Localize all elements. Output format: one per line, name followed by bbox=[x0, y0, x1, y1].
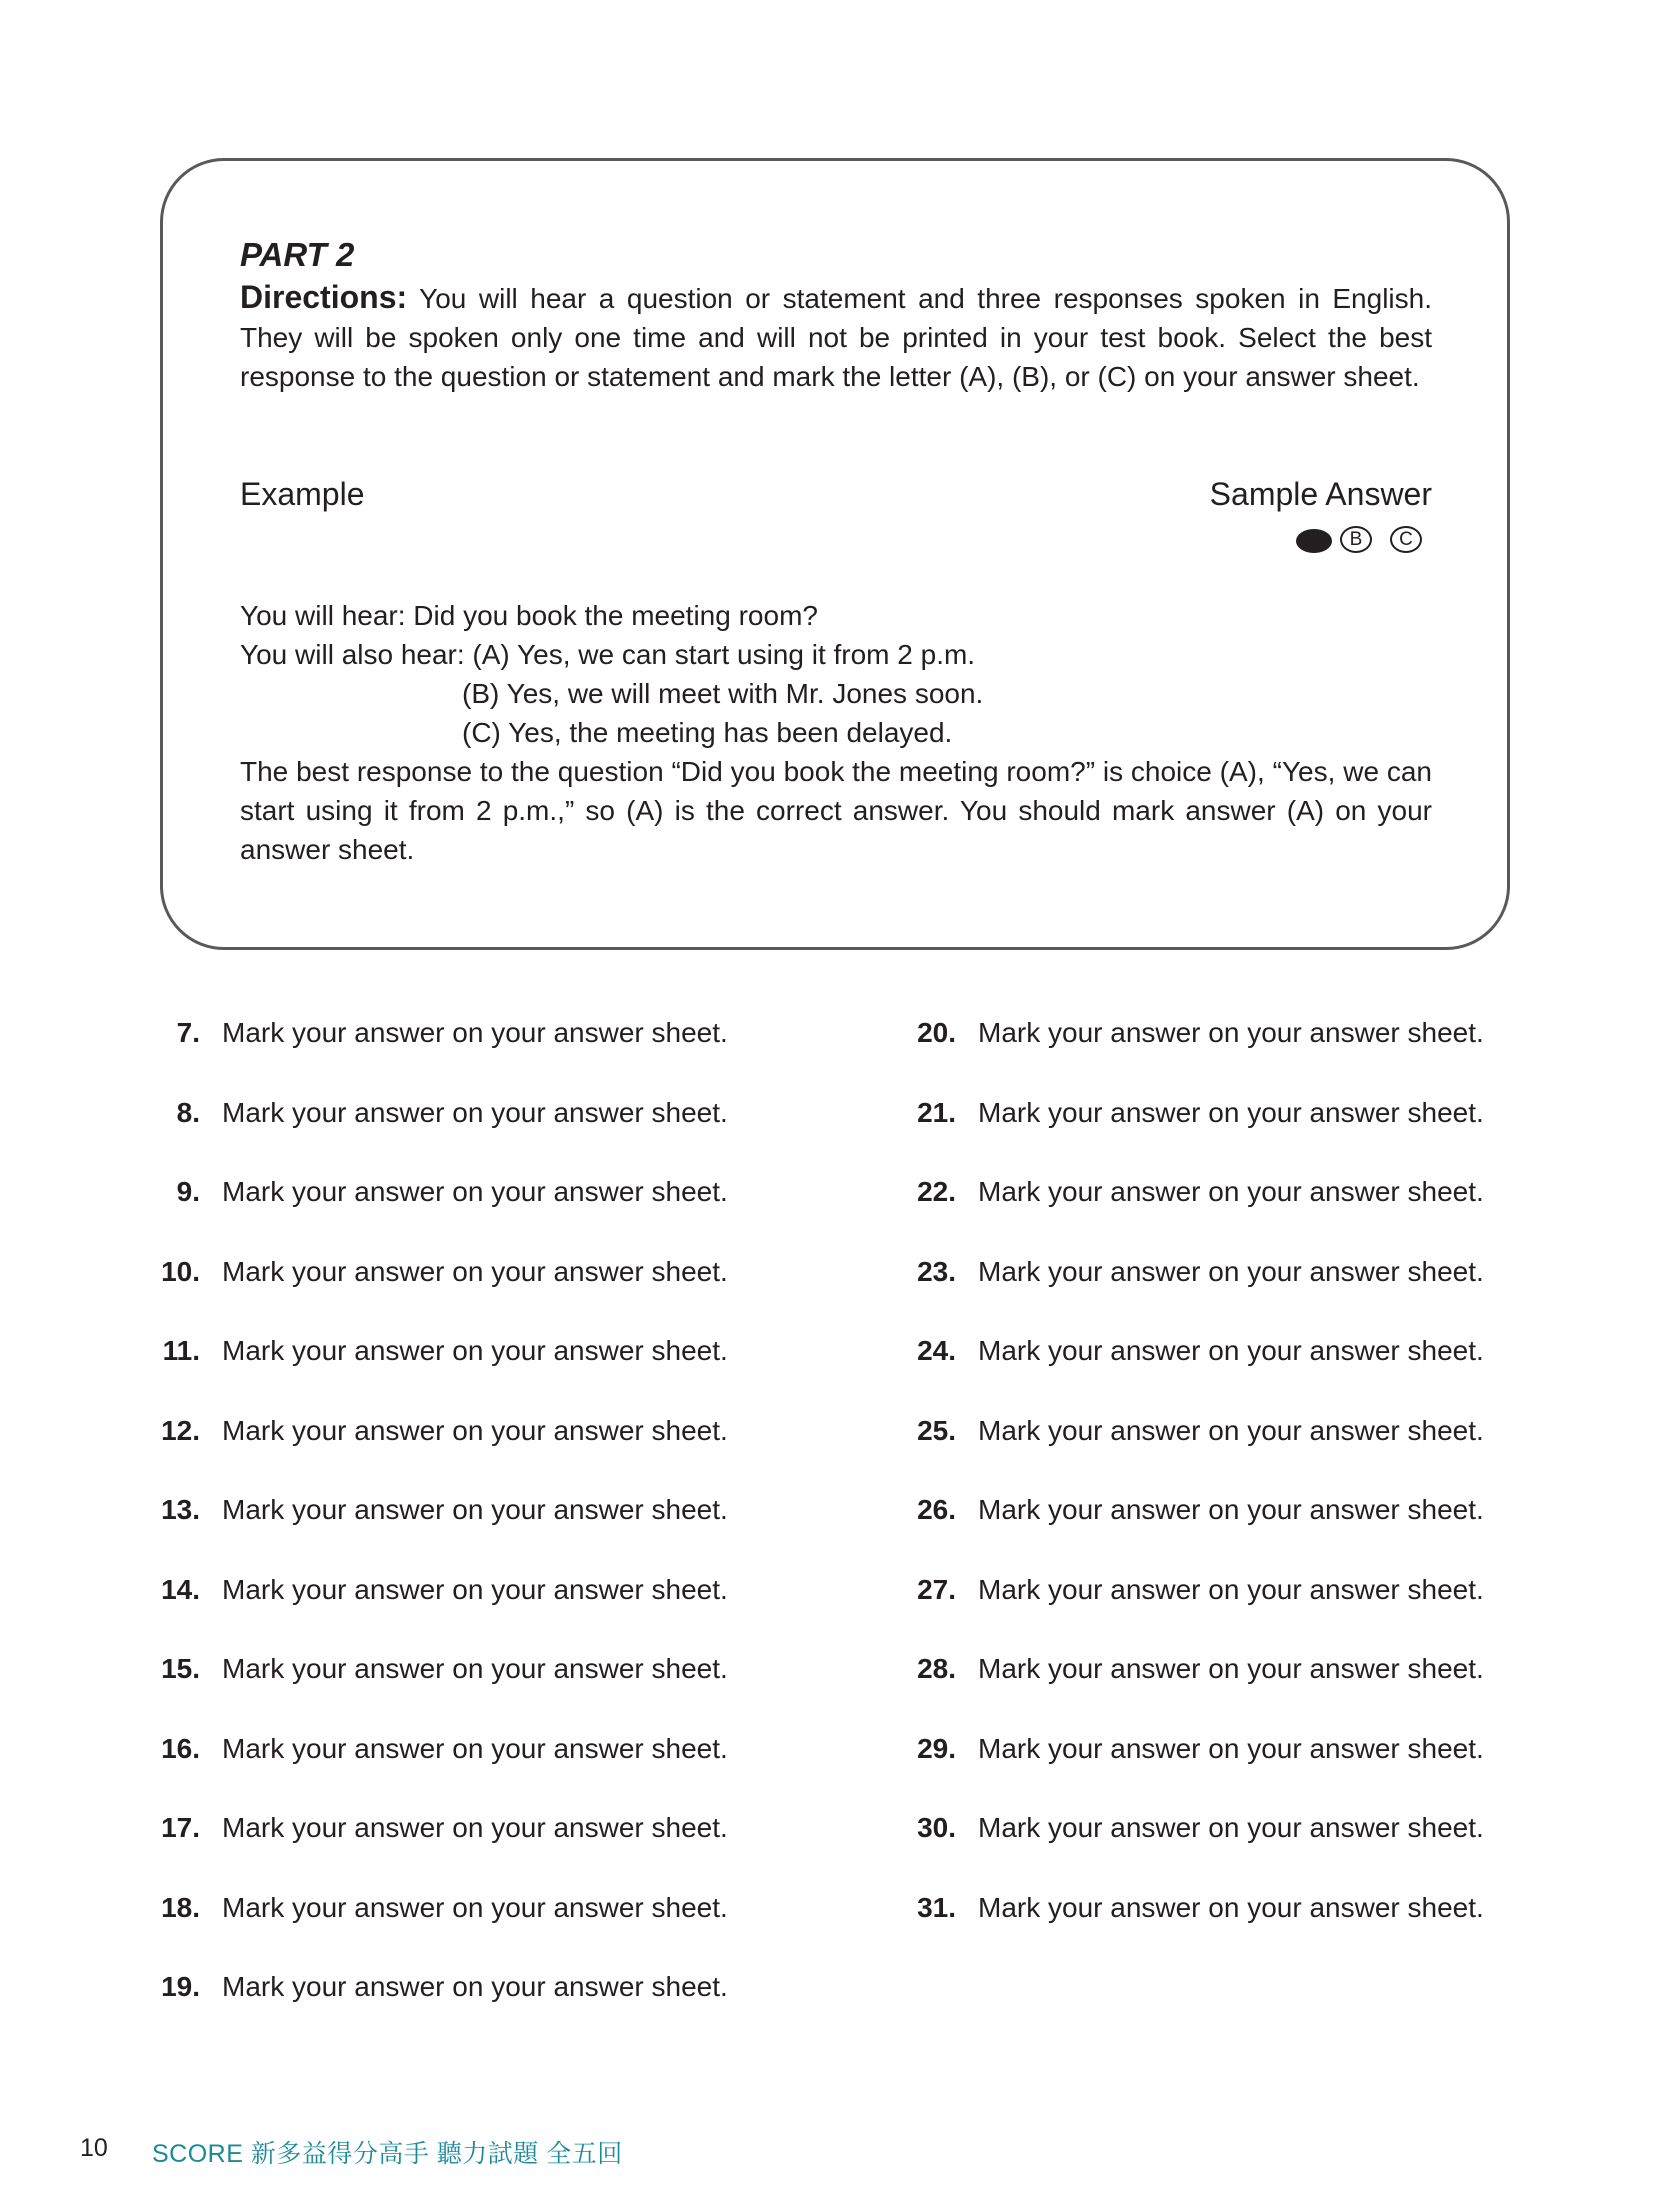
list-item bbox=[140, 1649, 728, 1729]
list-item bbox=[140, 1172, 728, 1252]
question-text: Mark your answer on your answer sheet. bbox=[978, 1891, 1484, 1923]
list-item bbox=[896, 1252, 1484, 1332]
question-list-left bbox=[140, 1013, 728, 2047]
question-text: Mark your answer on your answer sheet. bbox=[978, 1017, 1484, 1048]
page-number: 10 bbox=[80, 2134, 108, 2162]
question-number: 20. bbox=[917, 1017, 956, 1048]
question-text: Mark your answer on your answer sheet. bbox=[222, 1017, 728, 1048]
list-item bbox=[896, 1331, 1484, 1411]
hear-line: You will hear: Did you book the meeting room? bbox=[240, 600, 818, 631]
list-item bbox=[896, 1888, 1484, 1968]
question-text: Mark your answer on your answer sheet. bbox=[222, 1255, 728, 1287]
question-text: Mark your answer on your answer sheet. bbox=[222, 1812, 728, 1843]
question-text: Mark your answer on your answer sheet. bbox=[222, 1176, 728, 1207]
list-item bbox=[140, 1331, 728, 1411]
question-number: 16. bbox=[161, 1732, 200, 1764]
list-item bbox=[896, 1570, 1484, 1650]
list-item bbox=[896, 1649, 1484, 1729]
list-item bbox=[140, 1013, 728, 1093]
bubble-a-filled-icon bbox=[1296, 529, 1332, 553]
question-number: 14. bbox=[161, 1573, 200, 1605]
question-number: 10. bbox=[161, 1255, 200, 1287]
example-label: Example bbox=[240, 476, 365, 512]
question-text: Mark your answer on your answer sheet. bbox=[222, 1573, 728, 1605]
question-number: 13. bbox=[161, 1494, 200, 1525]
bubble-b: B bbox=[1340, 526, 1372, 553]
question-number: 25. bbox=[917, 1414, 956, 1446]
list-item bbox=[896, 1490, 1484, 1570]
list-item bbox=[896, 1172, 1484, 1252]
question-number: 27. bbox=[917, 1573, 956, 1605]
question-number: 8. bbox=[176, 1096, 200, 1128]
question-text: Mark your answer on your answer sheet. bbox=[978, 1414, 1484, 1446]
directions bbox=[240, 278, 1432, 396]
list-item bbox=[140, 1490, 728, 1570]
question-text: Mark your answer on your answer sheet. bbox=[222, 1414, 728, 1446]
list-item bbox=[140, 1252, 728, 1332]
question-text: Mark your answer on your answer sheet. bbox=[222, 1096, 728, 1128]
question-text: Mark your answer on your answer sheet. bbox=[222, 1732, 728, 1764]
question-number: 11. bbox=[162, 1335, 200, 1366]
list-item bbox=[140, 1888, 728, 1968]
also-hear-line: You will also hear: (A) Yes, we can start using it from 2 p.m. bbox=[240, 639, 976, 670]
question-number: 26. bbox=[917, 1494, 956, 1525]
question-number: 9. bbox=[176, 1176, 200, 1207]
question-text: Mark your answer on your answer sheet. bbox=[222, 1653, 728, 1684]
question-number: 19. bbox=[161, 1971, 200, 2002]
question-number: 17. bbox=[161, 1812, 200, 1843]
option-b: (B) Yes, we will meet with Mr. Jones soon. bbox=[462, 678, 984, 709]
question-text: Mark your answer on your answer sheet. bbox=[222, 1971, 728, 2002]
directions-lead: Directions: bbox=[240, 279, 408, 315]
question-text: Mark your answer on your answer sheet. bbox=[978, 1732, 1484, 1764]
list-item bbox=[896, 1411, 1484, 1491]
question-text: Mark your answer on your answer sheet. bbox=[222, 1335, 728, 1366]
list-item bbox=[896, 1093, 1484, 1173]
list-item bbox=[140, 1570, 728, 1650]
question-number: 12. bbox=[161, 1414, 200, 1446]
list-item bbox=[896, 1729, 1484, 1809]
question-text: Mark your answer on your answer sheet. bbox=[978, 1096, 1484, 1128]
question-text: Mark your answer on your answer sheet. bbox=[222, 1891, 728, 1923]
question-text: Mark your answer on your answer sheet. bbox=[978, 1255, 1484, 1287]
question-text: Mark your answer on your answer sheet. bbox=[978, 1653, 1484, 1684]
list-item bbox=[140, 1808, 728, 1888]
question-number: 22. bbox=[917, 1176, 956, 1207]
question-text: Mark your answer on your answer sheet. bbox=[978, 1573, 1484, 1605]
question-number: 30. bbox=[917, 1812, 956, 1843]
question-list-right bbox=[896, 1013, 1484, 1967]
part-title: PART 2 bbox=[240, 236, 355, 273]
list-item bbox=[896, 1808, 1484, 1888]
example-text bbox=[240, 596, 1432, 869]
bubble-c: C bbox=[1390, 526, 1422, 553]
sample-answer-bubbles bbox=[1296, 526, 1436, 556]
option-c: (C) Yes, the meeting has been delayed. bbox=[462, 717, 953, 748]
question-text: Mark your answer on your answer sheet. bbox=[978, 1812, 1484, 1843]
list-item bbox=[140, 1967, 728, 2047]
question-number: 15. bbox=[161, 1653, 200, 1684]
book-title: SCORE 新多益得分高手 聽力試題 全五回 bbox=[152, 2140, 623, 2168]
list-item bbox=[140, 1729, 728, 1809]
list-item bbox=[140, 1411, 728, 1491]
example-explanation: The best response to the question “Did you book the meeting room?” is choice (A), “Yes, we can start using it from 2 p.m.,” so (A) is the correct answer. You should mark answer (A) on your answer sheet. bbox=[240, 756, 1432, 865]
question-number: 18. bbox=[161, 1891, 200, 1923]
question-number: 31. bbox=[917, 1891, 956, 1923]
question-text: Mark your answer on your answer sheet. bbox=[978, 1494, 1484, 1525]
question-text: Mark your answer on your answer sheet. bbox=[222, 1494, 728, 1525]
directions-text: You will hear a question or statement and three responses spoken in English. They will be spoken only one time and will not be printed in your test book. Select the best response to the question or statement and mark the letter (A), (B), or (C) on your answer sheet. bbox=[240, 283, 1432, 392]
sample-answer-label: Sample Answer bbox=[1209, 476, 1432, 512]
question-number: 23. bbox=[917, 1255, 956, 1287]
question-number: 24. bbox=[917, 1335, 956, 1366]
list-item bbox=[140, 1093, 728, 1173]
question-number: 21. bbox=[917, 1096, 956, 1128]
question-number: 29. bbox=[917, 1732, 956, 1764]
question-number: 7. bbox=[176, 1017, 200, 1048]
question-text: Mark your answer on your answer sheet. bbox=[978, 1335, 1484, 1366]
question-number: 28. bbox=[917, 1653, 956, 1684]
list-item bbox=[896, 1013, 1484, 1093]
question-text: Mark your answer on your answer sheet. bbox=[978, 1176, 1484, 1207]
